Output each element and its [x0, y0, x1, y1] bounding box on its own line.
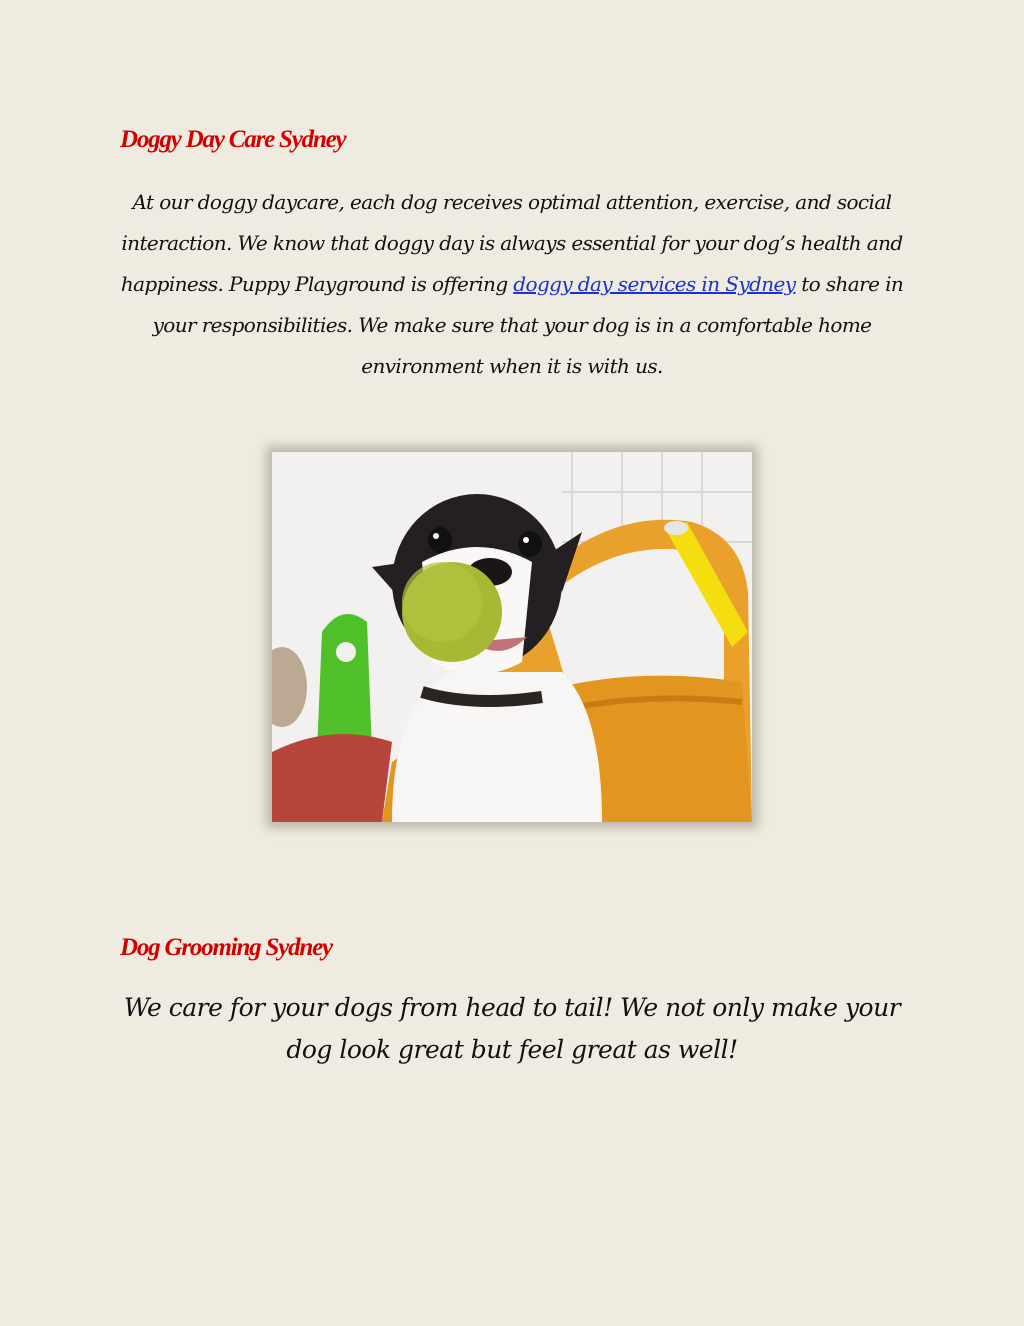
section-heading-day-care: Doggy Day Care Sydney	[120, 126, 346, 153]
section-heading-grooming: Dog Grooming Sydney	[120, 934, 332, 961]
grooming-paragraph: We care for your dogs from head to tail! We not only make your dog look great but feel great as well!	[123, 993, 901, 1064]
paragraph-text-end: to share in your responsibilities. We make sure that your dog is in a comfortable home environment when it is with us.	[152, 272, 904, 378]
doggy-day-services-link[interactable]: doggy day services in Sydney	[513, 272, 796, 296]
paragraph-text-start: At our doggy daycare, each dog receives optimal attention, exercise, and social interaction. We know that doggy day is always essential for your dog’s health and happiness. Puppy Playground is offering	[120, 190, 903, 296]
dog-with-ball-photo	[272, 452, 752, 822]
day-care-paragraph	[112, 182, 912, 387]
